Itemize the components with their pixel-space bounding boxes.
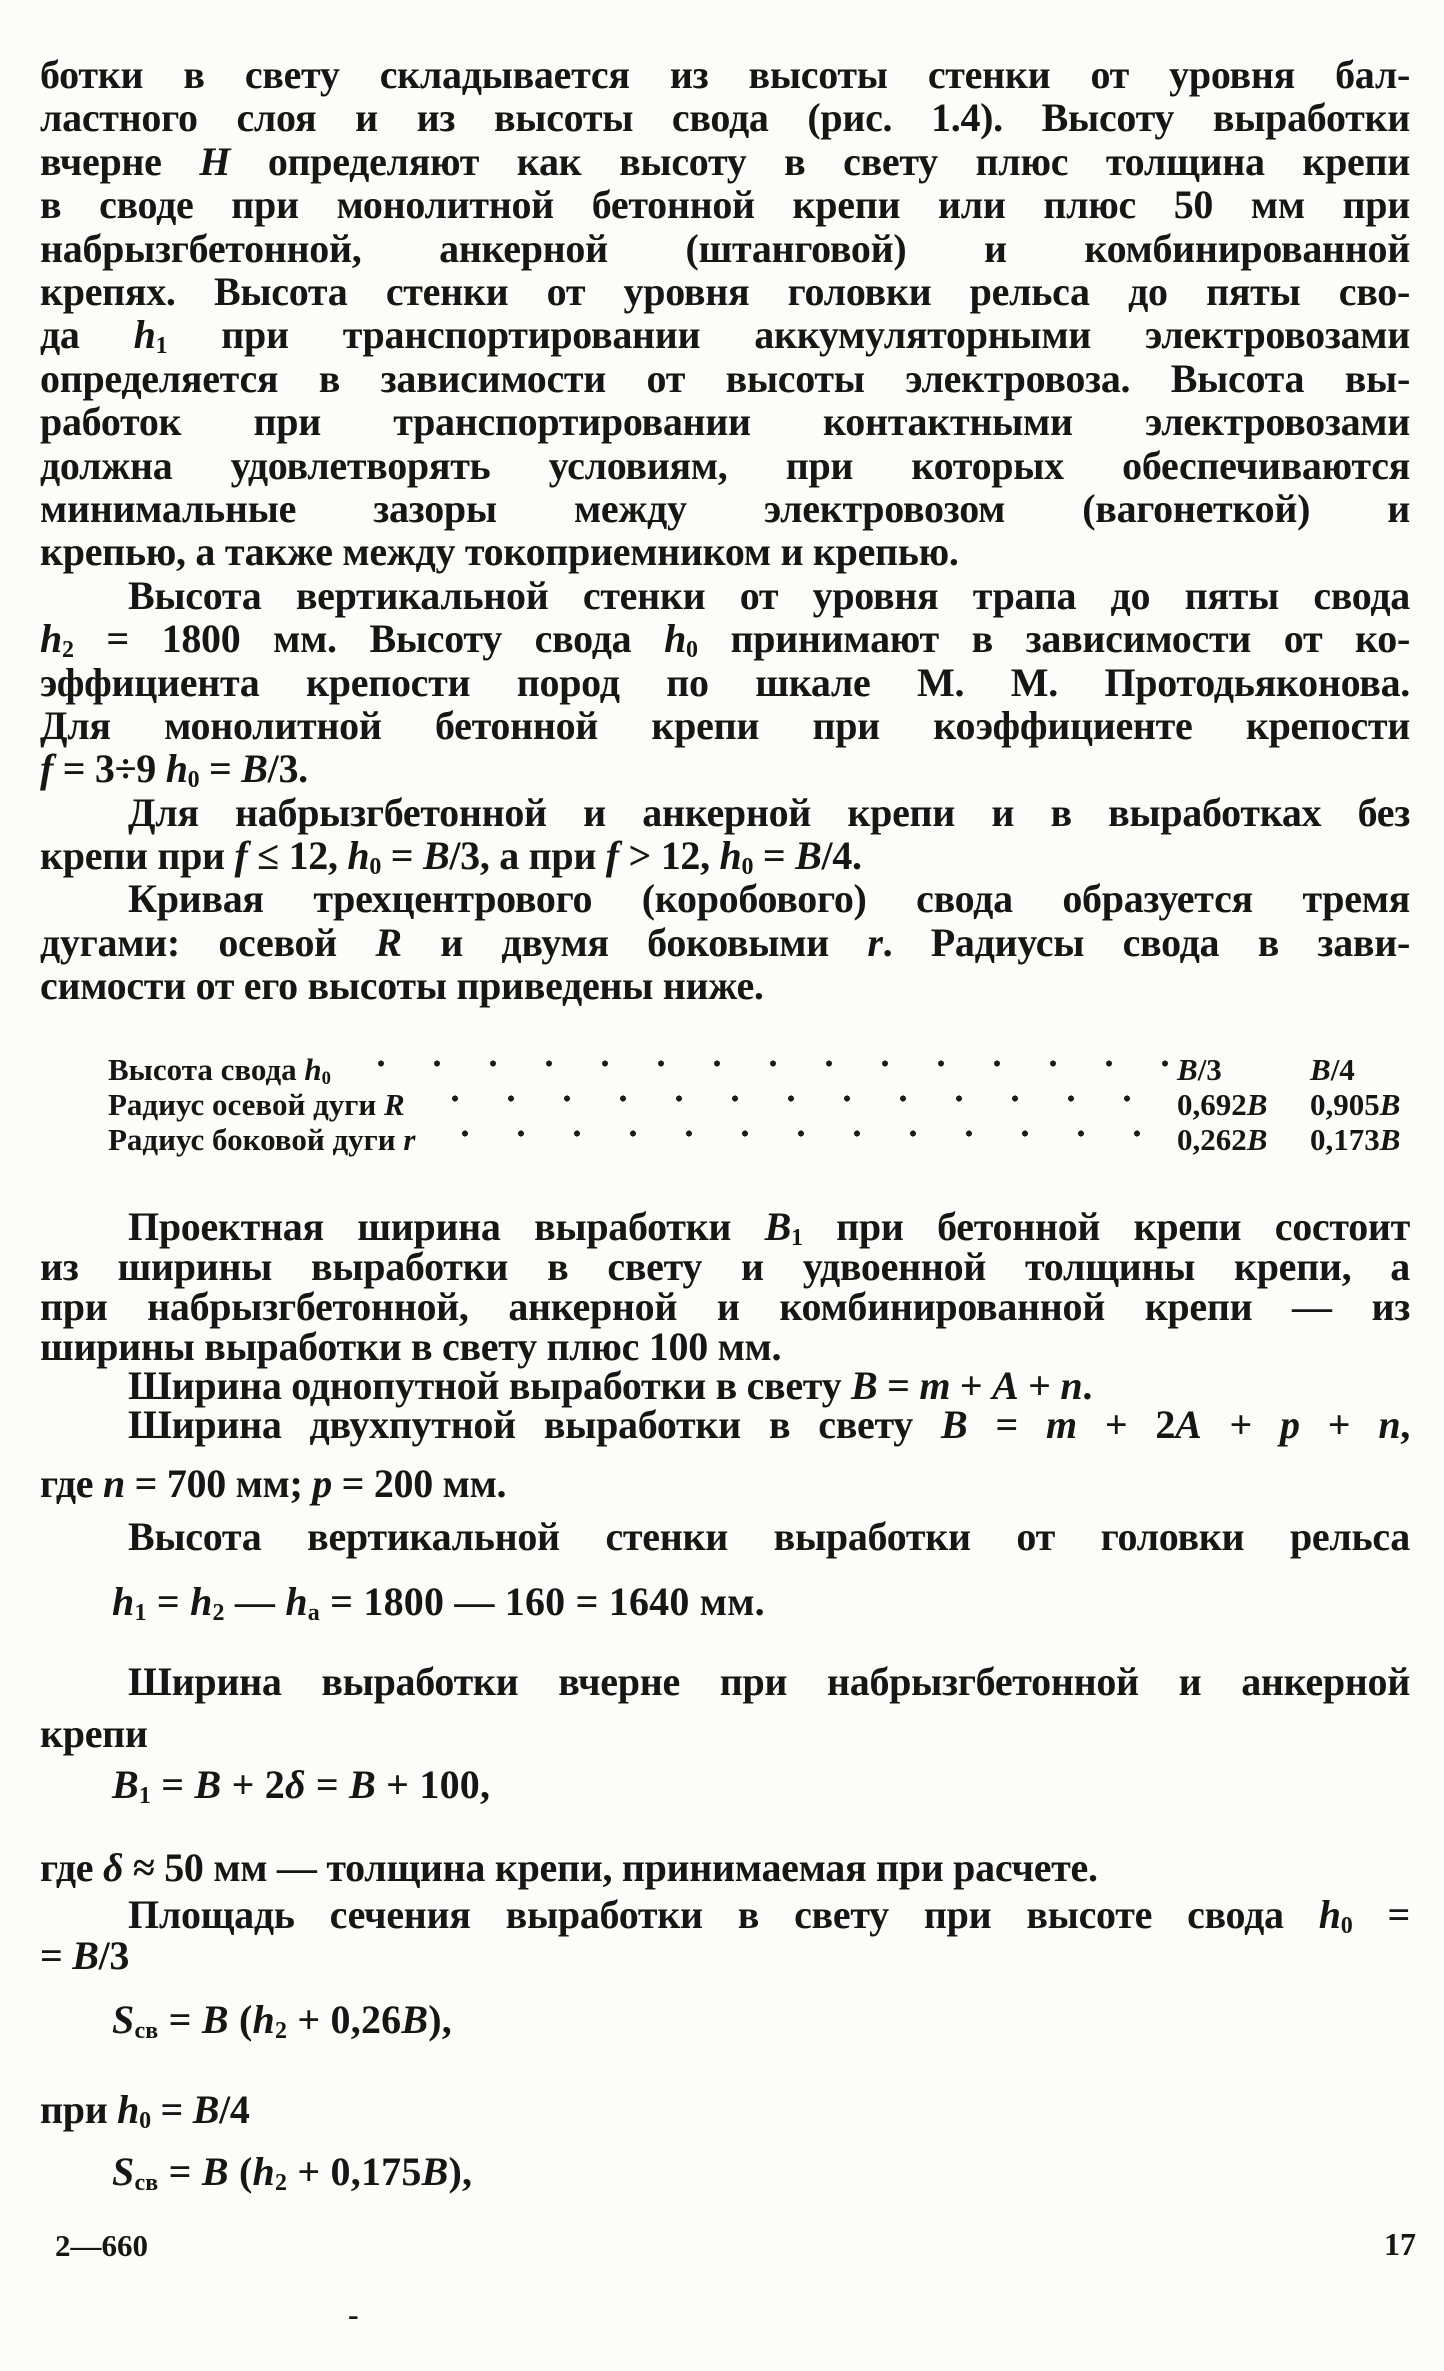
- text-line: должна удовлетворять условиям, при которых обеспечиваются: [40, 443, 1410, 488]
- text-line: крепью, а также между токоприемником и крепью.: [40, 529, 959, 574]
- text-line: Для набрызгбетонной и анкерной крепи и в выработках без: [128, 790, 1410, 835]
- text-line: $h_2 = 1800$ мм. Высоту свода $h_0$ принимают в зависимости от ко-: [40, 616, 1410, 664]
- text-line: ластного слоя и из высоты свода (рис. 1.4). Высоту выработки: [40, 95, 1410, 140]
- text-line: Высота вертикальной стенки выработки от головки рельса: [128, 1514, 1410, 1559]
- text-line: ширины выработки в свету плюс 100 мм.: [40, 1324, 782, 1369]
- text-line: крепи: [40, 1711, 148, 1756]
- scan-artifact-dash: -: [348, 2296, 359, 2332]
- leader-row: [108, 1052, 1410, 1090]
- text-line: Ширина двухпутной выработки в свету B = m + 2A + p + n,: [128, 1402, 1410, 1447]
- text-line: набрызгбетонной, анкерной (штанговой) и комбинированной: [40, 226, 1410, 271]
- leader-row: [108, 1123, 1410, 1157]
- text-line: где δ ≈ 50 мм — толщина крепи, принимаемая при расчете.: [40, 1845, 1098, 1890]
- row-label: Высота свода $h_0$: [108, 1052, 331, 1090]
- print-signature: 2—660: [55, 2228, 148, 2263]
- row-value-2: 0,173B: [1310, 1122, 1401, 1157]
- text-line: = B/3: [40, 1933, 130, 1978]
- text-line: крепях. Высота стенки от уровня головки рельса до пяты сво-: [40, 269, 1410, 314]
- text-line: дугами: осевой R и двумя боковыми r. Радиусы свода в зави-: [40, 920, 1410, 965]
- row-value-2: B/4: [1310, 1052, 1355, 1087]
- text-line: работок при транспортировании контактными электровозами: [40, 399, 1410, 444]
- row-value-1: 0,262B: [1177, 1122, 1268, 1157]
- formula-line: $S_{св} = B$ $(h_2 + 0,26B)$,: [112, 1997, 452, 2045]
- row-label: Радиус осевой дуги R: [108, 1087, 405, 1122]
- text-line: симости от его высоты приведены ниже.: [40, 963, 764, 1008]
- row-value-1: 0,692B: [1177, 1087, 1268, 1122]
- text-line: из ширины выработки в свету и удвоенной толщины крепи, а: [40, 1244, 1410, 1289]
- text-line: минимальные зазоры между электровозом (вагонеткой) и: [40, 486, 1410, 531]
- text-line: эффициента крепости пород по шкале М. М. Протодьяконова.: [40, 660, 1410, 705]
- text-line: да $h_1$ при транспортировании аккумуляторными электровозами: [40, 312, 1410, 360]
- formula-line: $S_{св} = B$ $(h_2 + 0,175B)$,: [112, 2149, 473, 2197]
- formula-line: $B_1 = B + 2\delta = B + 100$,: [112, 1762, 491, 1810]
- dot-leader: [425, 1123, 1177, 1154]
- text-line: определяется в зависимости от высоты электровоза. Высота вы-: [40, 356, 1410, 401]
- text-line: при набрызгбетонной, анкерной и комбинированной крепи — из: [40, 1284, 1410, 1329]
- text-line: крепи при f ≤ 12, $h_0 = B/3$, а при f > 12, $h_0 = B/4$.: [40, 833, 862, 881]
- formula-line: $h_1 = h_2$ — $h_а = 1800$ — 160 = 1640 мм.: [112, 1579, 765, 1627]
- row-value-2: 0,905B: [1310, 1087, 1401, 1122]
- text-line: Площадь сечения выработки в свету при высоте свода $h_0$ =: [128, 1892, 1410, 1940]
- row-label: Радиус боковой дуги r: [108, 1122, 416, 1157]
- text-line: вчерне H определяют как высоту в свету плюс толщина крепи: [40, 139, 1410, 184]
- text-line: Ширина выработки вчерне при набрызгбетонной и анкерной: [128, 1659, 1410, 1704]
- text-line: Высота вертикальной стенки от уровня трапа до пяты свода: [128, 573, 1410, 618]
- text-line: в своде при монолитной бетонной крепи или плюс 50 мм при: [40, 182, 1410, 227]
- text-line: при $h_0 = B/4$: [40, 2087, 250, 2135]
- text-line: где n = 700 мм; p = 200 мм.: [40, 1461, 507, 1506]
- text-line: f = 3÷9 $h_0 = B/3$.: [40, 746, 308, 794]
- text-line: Кривая трехцентрового (коробового) свода образуется тремя: [128, 876, 1410, 921]
- text-line: Проектная ширина выработки $B_1$ при бетонной крепи состоит: [128, 1204, 1410, 1252]
- dot-leader: [415, 1088, 1177, 1119]
- dot-leader: [341, 1053, 1177, 1084]
- leader-row: [108, 1088, 1410, 1122]
- text-line: Для монолитной бетонной крепи при коэффициенте крепости: [40, 703, 1410, 748]
- text-line: ботки в свету складывается из высоты стенки от уровня бал-: [40, 52, 1410, 97]
- page-number: 17: [1384, 2226, 1416, 2262]
- text-line: Ширина однопутной выработки в свету B = m + A + n.: [128, 1363, 1093, 1408]
- row-value-1: B/3: [1177, 1052, 1222, 1087]
